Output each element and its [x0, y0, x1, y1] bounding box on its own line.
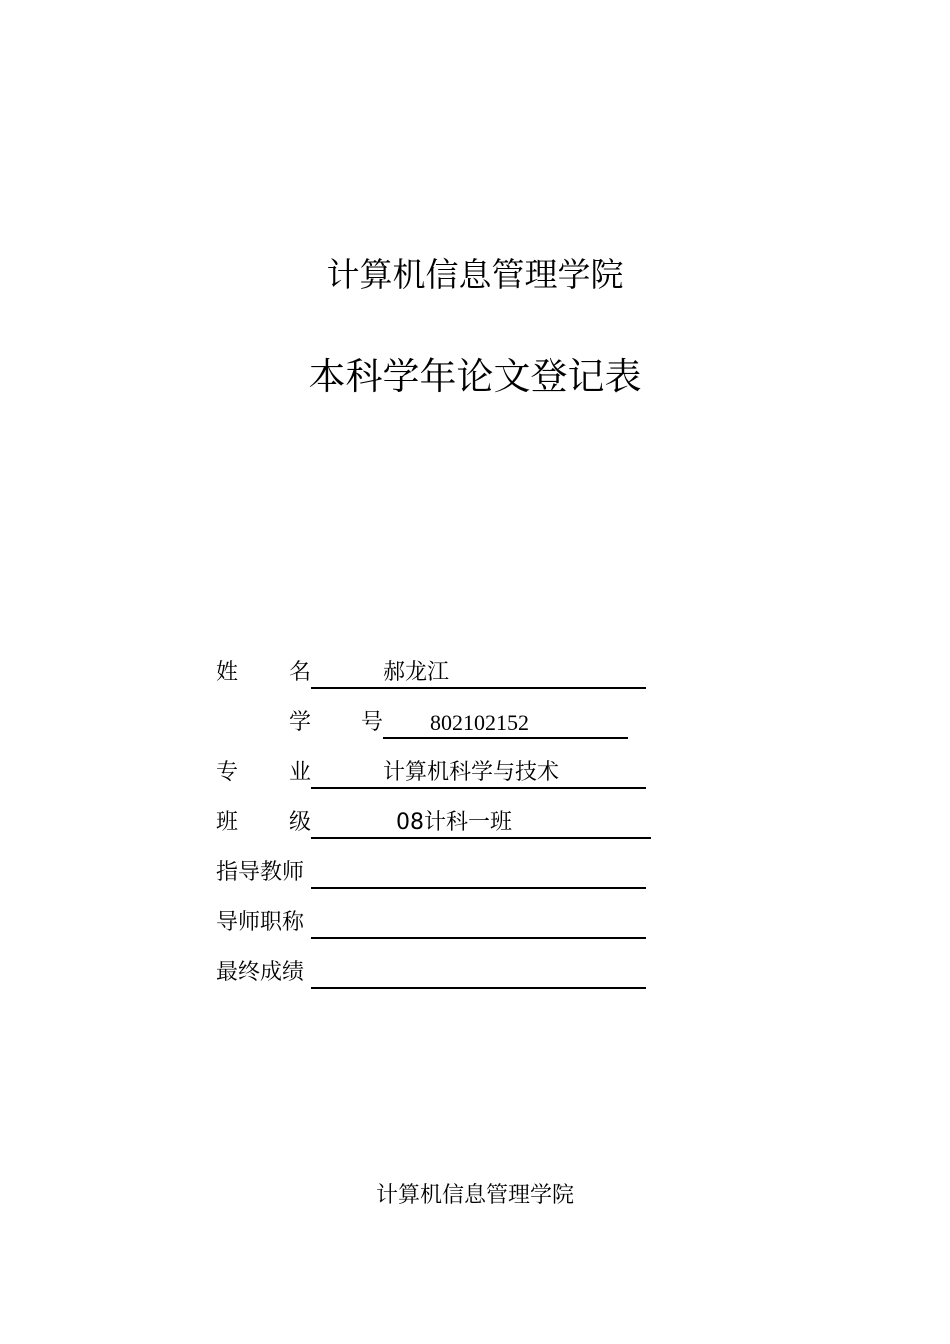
major-label-char-1: 专 — [216, 760, 239, 785]
advisor-title-row — [0, 907, 950, 939]
advisor-title-underline[interactable] — [311, 937, 646, 939]
name-underline — [311, 687, 646, 689]
final-grade-label: 最终成绩 — [216, 960, 305, 985]
final-grade-row — [0, 957, 950, 989]
name-row — [0, 657, 950, 689]
institute-title: 计算机信息管理学院 — [326, 255, 624, 294]
student-id-value[interactable]: 802102152 — [430, 710, 529, 735]
name-label-char-1: 姓 — [216, 660, 239, 685]
form-title: 本科学年论文登记表 — [308, 355, 642, 398]
name-label-char-2: 名 — [289, 660, 312, 685]
advisor-row — [0, 857, 950, 889]
advisor-underline[interactable] — [311, 887, 646, 889]
name-value[interactable]: 郝龙江 — [383, 660, 450, 685]
final-grade-underline[interactable] — [311, 987, 646, 989]
major-row — [0, 757, 950, 789]
advisor-label: 指导教师 — [216, 860, 305, 885]
class-value[interactable]: 08计科一班 — [396, 810, 512, 835]
student-id-label-char-1: 学 — [289, 710, 312, 735]
major-value[interactable]: 计算机科学与技术 — [383, 760, 560, 785]
class-label-char-2: 级 — [289, 810, 312, 835]
footer-institute: 计算机信息管理学院 — [375, 1183, 574, 1208]
class-label-char-1: 班 — [216, 810, 239, 835]
student-id-row — [0, 707, 950, 739]
class-row — [0, 807, 950, 839]
advisor-title-label: 导师职称 — [216, 910, 305, 935]
student-id-label-char-2: 号 — [361, 710, 384, 735]
major-label-char-2: 业 — [289, 760, 312, 785]
